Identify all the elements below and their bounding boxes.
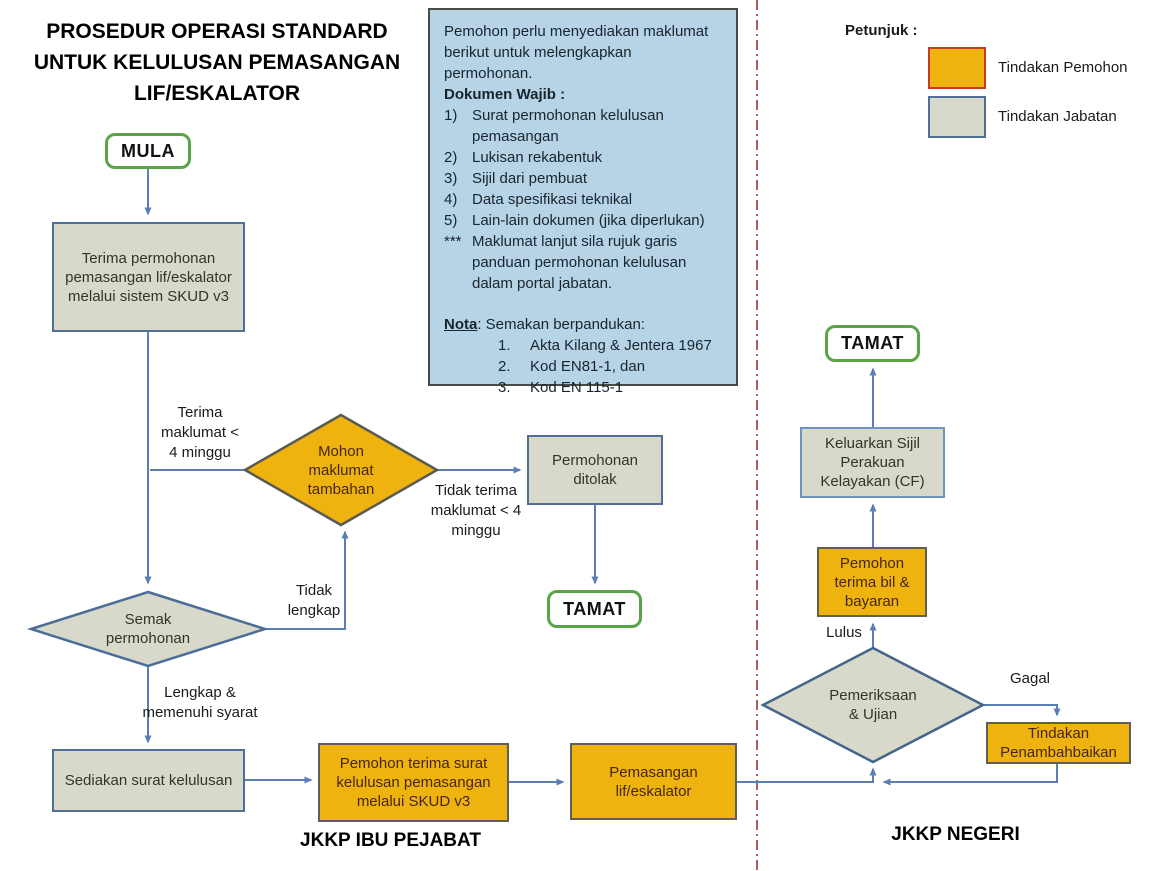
edge-label-tidak-lengkap: Tidak lengkap	[287, 582, 341, 619]
nota-item-text: Kod EN81-1, dan	[530, 358, 646, 375]
tamat-terminal-right: TAMAT	[825, 325, 920, 362]
pemohon-terima-surat-box: Pemohon terima surat kelulusan pemasangan melalui SKUD v3	[318, 743, 509, 822]
legend-swatch-pemohon	[928, 47, 986, 89]
doc-item-number: 3)	[444, 170, 458, 187]
legend-heading: Petunjuk :	[845, 22, 918, 39]
nota-item	[498, 377, 724, 398]
edge-label-tidak-terima: Tidak terima maklumat < 4 minggu	[430, 482, 522, 539]
nota-item-number: 3.	[498, 379, 511, 396]
mohon-maklumat-label: Mohon maklumat tambahan	[307, 442, 375, 498]
legend-label-pemohon: Tindakan Pemohon	[998, 59, 1128, 76]
mula-terminal: MULA	[105, 133, 191, 169]
semak-permohonan-label: Semak permohonan	[105, 611, 191, 647]
doc-item	[444, 210, 724, 231]
permohonan-ditolak-box: Permohonan ditolak	[527, 435, 663, 505]
doc-item-number: 5)	[444, 212, 458, 229]
nota-rest: : Semakan berpandukan:	[477, 316, 645, 333]
section-label-jkkp-ibu-pejabat: JKKP IBU PEJABAT	[300, 830, 481, 851]
nota-item	[498, 335, 724, 356]
doc-item	[444, 168, 724, 189]
nota-item-text: Kod EN 115-1	[530, 379, 624, 396]
doc-item-text: Data spesifikasi teknikal	[472, 191, 633, 208]
info-footnote	[444, 231, 724, 294]
info-footnote-text: Maklumat lanjut sila rujuk garis panduan permohonan kelulusan dalam portal jabatan.	[472, 233, 687, 292]
tamat-terminal-mid: TAMAT	[547, 590, 642, 628]
doc-item-text: Surat permohonan kelulusan pemasangan	[472, 107, 664, 145]
tindakan-penambahbaikan-box: Tindakan Penambahbaikan	[986, 722, 1131, 764]
pemasangan-box: Pemasangan lif/eskalator	[570, 743, 737, 820]
nota-item-number: 2.	[498, 358, 511, 375]
doc-item-number: 2)	[444, 149, 458, 166]
legend-swatch-jabatan	[928, 96, 986, 138]
pemeriksaan-ujian-label: Pemeriksaan & Ujian	[829, 687, 917, 723]
page-title-line-2: UNTUK KELULUSAN PEMASANGAN	[33, 51, 401, 74]
edge-tindakan-feedback	[884, 764, 1057, 782]
page-title-line-1: PROSEDUR OPERASI STANDARD	[46, 20, 388, 43]
page-title	[22, 16, 412, 109]
nota-label: Nota	[444, 316, 478, 333]
doc-item-number: 1)	[444, 107, 458, 124]
info-spacer	[444, 294, 724, 314]
edge-label-terima-maklumat: Terima maklumat < 4 minggu	[161, 404, 239, 461]
nota-heading	[444, 314, 724, 335]
doc-item-text: Lukisan rekabentuk	[472, 149, 603, 166]
doc-item	[444, 147, 724, 168]
sediakan-surat-box: Sediakan surat kelulusan	[52, 749, 245, 812]
nota-item	[498, 356, 724, 377]
doc-item-text: Lain-lain dokumen (jika diperlukan)	[472, 212, 705, 229]
info-docs-heading: Dokumen Wajib :	[444, 86, 566, 103]
doc-item-number: 4)	[444, 191, 458, 208]
doc-item-text: Sijil dari pembuat	[472, 170, 588, 187]
doc-item	[444, 189, 724, 210]
terima-permohonan-box: Terima permohonan pemasangan lif/eskalator melalui sistem SKUD v3	[52, 222, 245, 332]
doc-item	[444, 105, 724, 147]
edge-pemeriksaan-to-tindakan	[983, 705, 1057, 715]
info-footnote-prefix: ***	[444, 233, 462, 250]
edge-label-lulus: Lulus	[826, 624, 862, 641]
requirements-info-box	[428, 8, 738, 396]
edge-label-gagal: Gagal	[1009, 670, 1051, 687]
keluarkan-sijil-box: Keluarkan Sijil Perakuan Kelayakan (CF)	[800, 427, 945, 498]
info-intro: Pemohon perlu menyediakan maklumat berikut untuk melengkapkan permohonan.	[444, 23, 709, 82]
pemohon-bil-box: Pemohon terima bil & bayaran	[817, 547, 927, 617]
nota-item-number: 1.	[498, 337, 511, 354]
legend-label-jabatan: Tindakan Jabatan	[998, 108, 1117, 125]
edge-label-lengkap: Lengkap & memenuhi syarat	[142, 684, 258, 721]
nota-item-text: Akta Kilang & Jentera 1967	[530, 337, 712, 354]
section-label-jkkp-negeri: JKKP NEGERI	[891, 824, 1020, 845]
page-title-line-3: LIF/ESKALATOR	[133, 82, 301, 105]
